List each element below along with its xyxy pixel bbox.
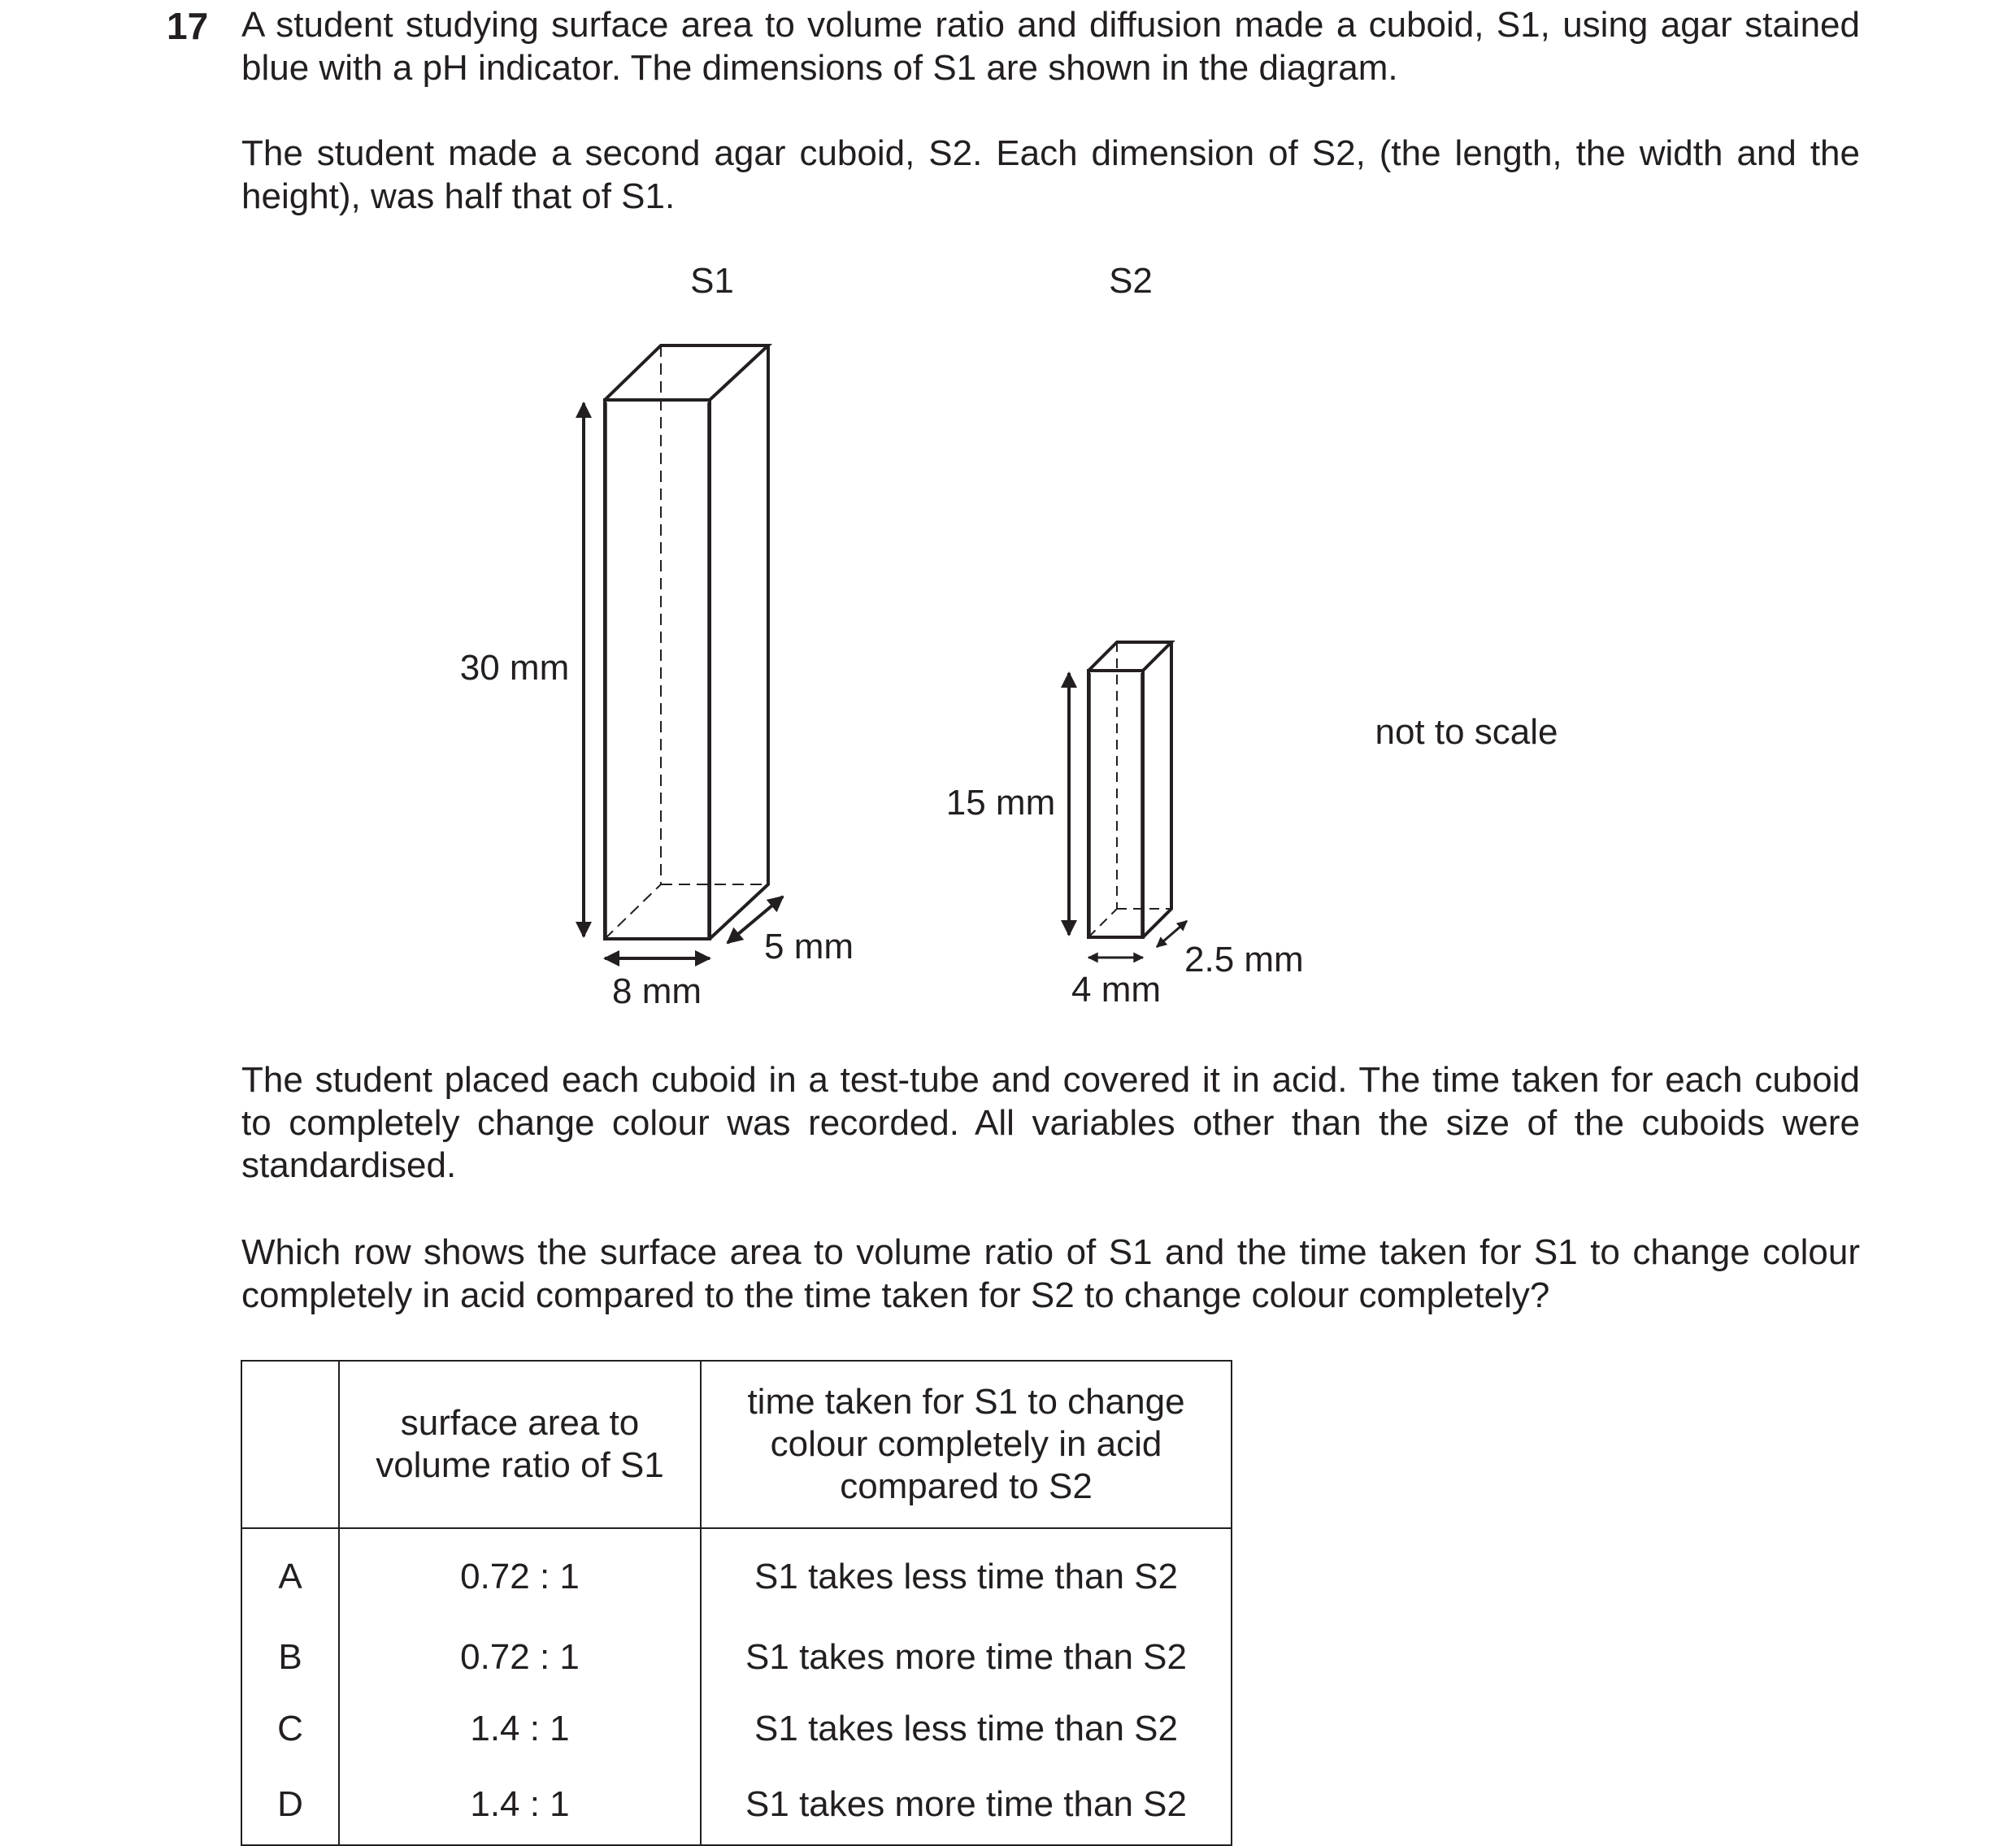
header-ratio-cell [339, 1361, 701, 1528]
option-letter[interactable]: D [241, 1765, 339, 1845]
option-ratio: 1.4 : 1 [339, 1765, 701, 1845]
s2-depth-arrow [1157, 921, 1187, 947]
not-to-scale-note: not to scale [1375, 712, 1558, 752]
option-ratio: 0.72 : 1 [339, 1622, 701, 1693]
option-time: S1 takes more time than S2 [701, 1622, 1232, 1693]
question-method: The student placed each cuboid in a test-tube and covered it in acid. The time taken for each cuboid to completely change colour was recorded. All variables other than the size of the cuboids were standardised. [241, 1060, 1860, 1185]
option-time: S1 takes less time than S2 [701, 1528, 1232, 1622]
option-letter[interactable]: A [241, 1528, 339, 1622]
option-time: S1 takes more time than S2 [701, 1765, 1232, 1845]
question-number: 17 [167, 5, 209, 47]
s1-depth-label: 5 mm [764, 927, 854, 966]
header-time-line-3: compared to S2 [840, 1466, 1093, 1506]
s2-cuboid [1088, 642, 1171, 937]
s1-label: S1 [690, 261, 734, 301]
header-time-line-1: time taken for S1 to change [747, 1382, 1185, 1422]
question-intro-1: A student studying surface area to volume ratio and diffusion made a cuboid, S1, using agar stained blue with a pH indicator. The dimensions of S1 are shown in the diagram. [241, 5, 1860, 88]
answer-table [241, 1360, 1232, 1846]
header-ratio-line-2: volume ratio of S1 [376, 1445, 664, 1485]
option-ratio: 1.4 : 1 [339, 1693, 701, 1765]
s1-height-label: 30 mm [459, 648, 570, 688]
option-time: S1 takes less time than S2 [701, 1693, 1232, 1765]
s2-label: S2 [1109, 261, 1153, 301]
s1-cuboid [605, 345, 768, 939]
answer-table-header [241, 1361, 1232, 1528]
s2-depth-label: 2.5 mm [1184, 940, 1304, 979]
s2-height-label: 15 mm [945, 783, 1056, 823]
header-ratio-line-1: surface area to [400, 1403, 640, 1443]
s1-width-label: 8 mm [612, 971, 702, 1011]
question-intro-2: The student made a second agar cuboid, S2. Each dimension of S2, (the length, the width and the height), was half that of S1. [241, 133, 1860, 216]
answer-row-d[interactable] [241, 1765, 1232, 1845]
header-letter-cell [241, 1361, 339, 1528]
answer-row-a[interactable] [241, 1528, 1232, 1622]
question-prompt: Which row shows the surface area to volume ratio of S1 and the time taken for S1 to change colour completely in acid compared to the time taken for S2 to change colour completely? [241, 1232, 1860, 1315]
answer-row-c[interactable] [241, 1693, 1232, 1765]
option-ratio: 0.72 : 1 [339, 1528, 701, 1622]
header-time-line-2: colour completely in acid [770, 1424, 1162, 1464]
option-letter[interactable]: B [241, 1622, 339, 1693]
s2-width-label: 4 mm [1071, 970, 1161, 1010]
answer-row-b[interactable] [241, 1622, 1232, 1693]
header-time-cell [701, 1361, 1232, 1528]
option-letter[interactable]: C [241, 1693, 339, 1765]
